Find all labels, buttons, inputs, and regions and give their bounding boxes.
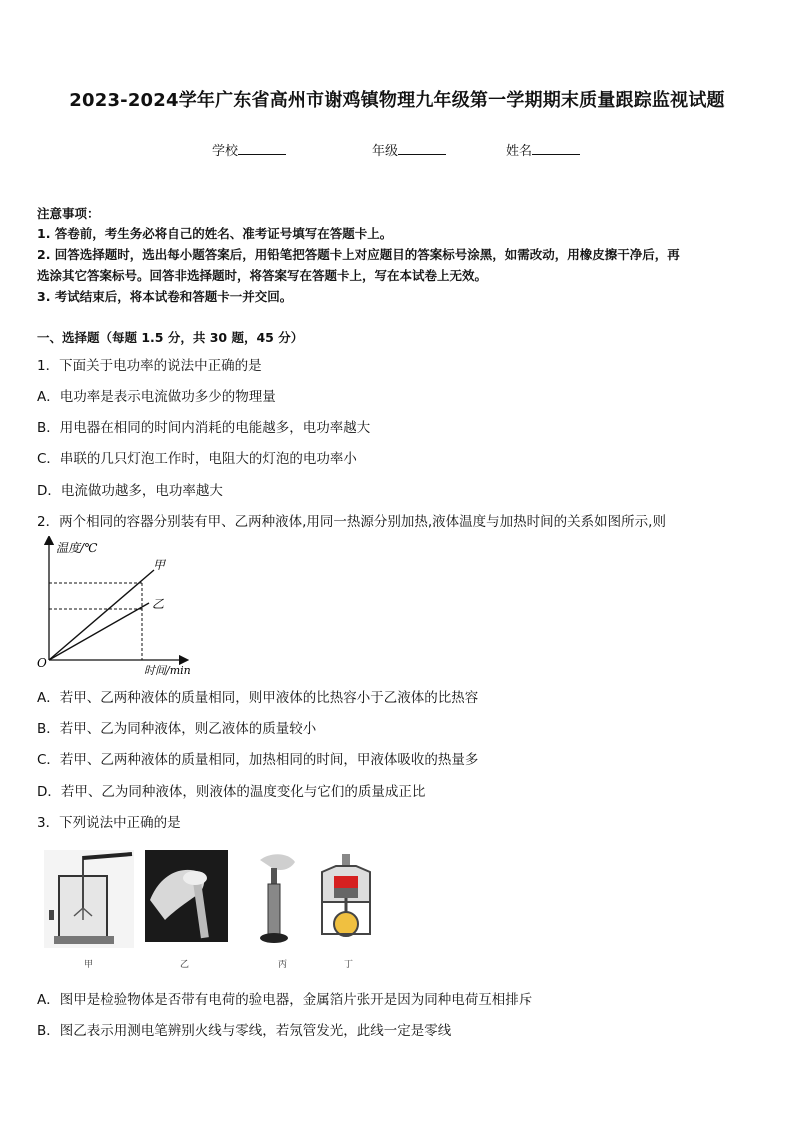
q2-option-d: D．若甲、乙为同种液体，则液体的温度变化与它们的质量成正比 xyxy=(37,784,426,800)
notes-item: 选涂其它答案标号。回答非选择题时，将答案写在答题卡上，写在本试卷上无效。 xyxy=(37,268,488,283)
line-jia-label: 甲 xyxy=(153,558,166,572)
notes-heading: 注意事项： xyxy=(37,206,100,221)
q3-option-b: B．图乙表示用测电笔辨别火线与零线，若氖管发光，此线一定是零线 xyxy=(37,1023,452,1039)
caption-bing: 丙 xyxy=(278,960,288,970)
grade-blank xyxy=(398,142,446,155)
test-pen-image xyxy=(145,850,228,942)
grade-field xyxy=(372,140,446,159)
q1-stem: 1．下面关于电功率的说法中正确的是 xyxy=(37,358,262,374)
school-blank xyxy=(238,142,286,155)
engine-cylinder-image xyxy=(316,852,376,944)
caption-yi: 乙 xyxy=(180,960,190,970)
q2-stem: 2．两个相同的容器分别装有甲、乙两种液体,用同一热源分别加热,液体温度与加热时间的关系如图所示,则 xyxy=(37,514,666,530)
notes-item: 2. 回答选择题时，选出每小题答案后，用铅笔把答题卡上对应题目的答案标号涂黑，如需改动，用橡皮擦干净后，再 xyxy=(37,247,680,262)
caption-ding: 丁 xyxy=(344,960,354,970)
q1-option-a: A．电功率是表示电流做功多少的物理量 xyxy=(37,389,276,405)
q3-option-a: A．图甲是检验物体是否带有电荷的验电器，金属箔片张开是因为同种电荷互相排斥 xyxy=(37,992,533,1008)
name-blank xyxy=(532,142,580,155)
notes-item: 3. 考试结束后，将本试卷和答题卡一并交回。 xyxy=(37,289,293,304)
compression-igniter-image xyxy=(250,850,302,945)
q2-option-b: B．若甲、乙为同种液体，则乙液体的质量较小 xyxy=(37,721,317,737)
section-heading: 一、选择题（每题 1.5 分，共 30 题，45 分） xyxy=(37,330,304,345)
grade-label: 年级 xyxy=(372,144,399,159)
q1-option-b: B．用电器在相同的时间内消耗的电能越多，电功率越大 xyxy=(37,420,371,436)
school-field xyxy=(212,140,286,159)
origin-label: O xyxy=(37,656,47,670)
y-axis-label: 温度/℃ xyxy=(56,541,98,555)
name-field xyxy=(506,140,580,159)
q3-stem: 3．下列说法中正确的是 xyxy=(37,815,181,831)
name-label: 姓名 xyxy=(506,144,533,159)
temperature-time-graph xyxy=(36,536,206,678)
notes-item: 1. 答卷前，考生务必将自己的姓名、准考证号填写在答题卡上。 xyxy=(37,226,393,241)
q2-option-c: C．若甲、乙两种液体的质量相同，加热相同的时间，甲液体吸收的热量多 xyxy=(37,752,479,768)
q1-option-c: C．串联的几只灯泡工作时，电阻大的灯泡的电功率小 xyxy=(37,451,357,467)
caption-jia: 甲 xyxy=(84,960,94,970)
q2-option-a: A．若甲、乙两种液体的质量相同，则甲液体的比热容小于乙液体的比热容 xyxy=(37,690,479,706)
line-yi-label: 乙 xyxy=(152,597,165,611)
x-axis-label: 时间/min xyxy=(144,664,191,677)
line-yi xyxy=(49,603,149,660)
q1-option-d: D．电流做功越多，电功率越大 xyxy=(37,483,223,499)
electroscope-image xyxy=(44,850,134,948)
school-label: 学校 xyxy=(212,144,239,159)
page-title: 2023-2024学年广东省高州市谢鸡镇物理九年级第一学期期末质量跟踪监视试题 xyxy=(69,90,725,111)
